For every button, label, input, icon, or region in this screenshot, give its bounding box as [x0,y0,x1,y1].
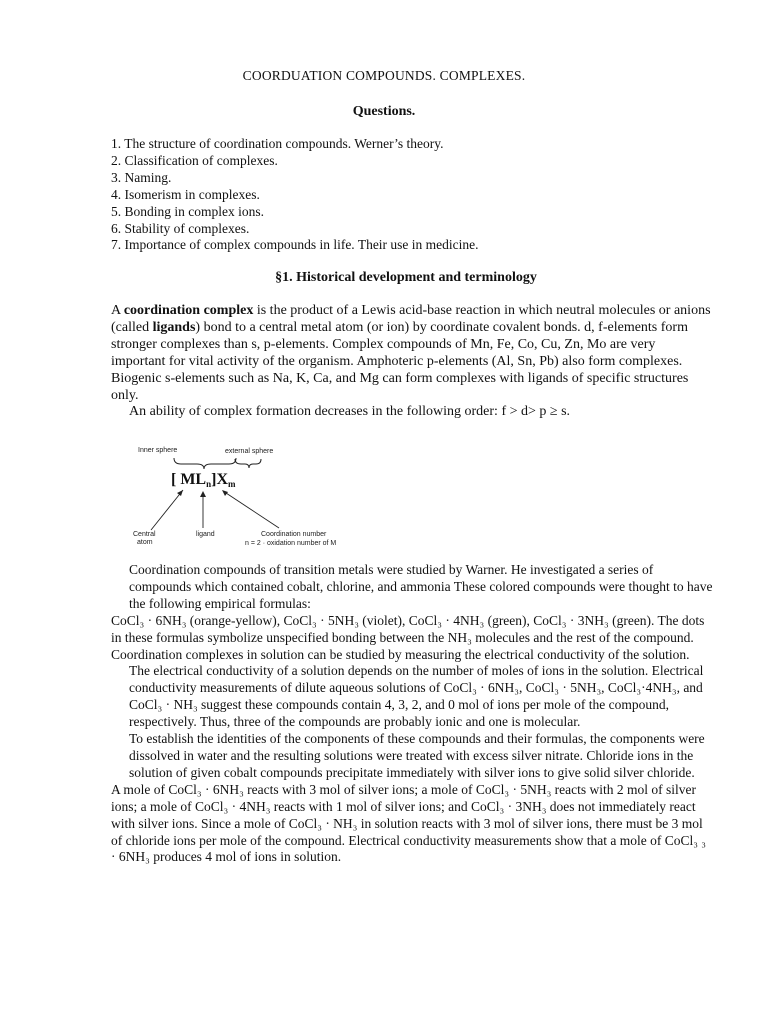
paragraph-formulas: CoCl₃ · 6NH₃ (orange-yellow), CoCl₃ · 5NH₃ (violet), CoCl₃ · 4NH₃ (green), CoCl₃ · 3NH₃ (green). The dots in these formulas symbolize unspecified bonding between the NH₃ molecules and the rest of the compound. Coordination complexes in solution can be studied by measuring the electrical conductivity of the solution. [111,612,705,662]
term-ligands: ligands [152,319,196,335]
outer-sphere-brace [235,459,261,468]
paragraph-warner: Coordination compounds of transition metals were studied by Warner. He investigated a series of compounds which contained cobalt, chlorine, and ammonia These colored compounds were thought to have the following empirical formulas: [129,562,713,611]
section-heading: §1. Historical development and terminology [275,270,537,285]
complex-structure-diagram [121,438,371,553]
questions-list [111,136,671,254]
question-item: 2. Classification of complexes. [111,152,278,168]
intro-paragraph [111,303,711,421]
coordination-number-label: Coordination number [261,531,327,538]
question-item: 4. Isomerism in complexes. [111,186,260,202]
central-atom-label-1: Central [133,531,156,538]
external-sphere-label: external sphere [225,448,274,455]
paragraph-conductivity: The electrical conductivity of a solution depends on the number of moles of ions in the solution. Electrical conductivity measurements of dilute aqueous solutions of CoCl₃ · 6NH₃, CoCl₃ · 5NH₃, CoCl₃·4NH₃, and CoCl₃ · NH₃ suggest these compounds contain 4, 3, 2, and 0 mol of ions per mole of the compound, respectively. Thus, three of the compounds are probably ionic and one is molecular. [129,663,704,730]
question-item: 1. The structure of coordination compounds. Werner’s theory. [111,136,444,151]
question-item: 5. Bonding in complex ions. [111,203,264,219]
coordination-number-formula: n = 2 · oxidation number of M [245,540,337,547]
central-atom-label-2: atom [137,539,153,546]
arrow-coordination-number [223,491,279,528]
document-title: COORDUATION COMPOUNDS. COMPLEXES. [242,68,526,83]
formula-text: [ MLn]Xm [171,471,236,489]
intro-text: A coordination complex is the product of a Lewis acid-base reaction in which neutral molecules or anions (called ligands) bond to a central metal atom (or ion) by coordinate covalent bonds. d, f-elements form stronger complexes than s, p-elements. Complex compounds of Mn, Fe, Co, Cu, Zn, Mo are very important for vital activity of the organism. Amphoteric p-elements (Al, Sn, Pb) also form complexes. Biogenic s-elements such as Na, K, Ca, and Mg can form complexes with ligands of specific structures only. [111,303,711,403]
term-coordination-complex: coordination complex [123,303,254,318]
body-text [111,562,713,866]
paragraph-silver-nitrate: To establish the identities of the components of these compounds and their formulas, the components were dissolved in water and the resulting solutions were treated with excess silver nitrate. Chloride ions in the solution of given cobalt compounds precipitate immediately with silver ions to give solid silver chloride. [129,731,705,780]
question-item: 7. Importance of complex compounds in life. Their use in medicine. [111,237,479,253]
question-item: 3. Naming. [111,169,172,185]
questions-heading: Questions. [352,104,416,119]
inner-sphere-label: Inner sphere [138,447,178,454]
formation-order-text: An ability of complex formation decreases in the following order: f > d> p ≥ s. [129,404,571,420]
ligand-label: ligand [196,531,215,538]
paragraph-silver-ions: A mole of CoCl₃ · 6NH₃ reacts with 3 mol of silver ions; a mole of CoCl₃ · 5NH₃ reacts with 2 mol of silver ions; a mole of CoCl₃ · 4NH₃ reacts with 1 mol of silver ions; and CoCl₃ · 3NH₃ does not immediately react with silver ions. Since a mole of CoCl₃ · NH₃ in solution reacts with 3 mol of silver ions, there must be 3 mol of chloride ions per mole of the compound. Electrical conductivity measurements show that a mole of CoCl₃ ₃ · 6NH₃ produces 4 mol of ions in solution. [111,781,707,865]
arrow-central-atom [151,490,183,530]
question-item: 6. Stability of complexes. [111,220,250,236]
inner-sphere-brace [174,458,236,469]
